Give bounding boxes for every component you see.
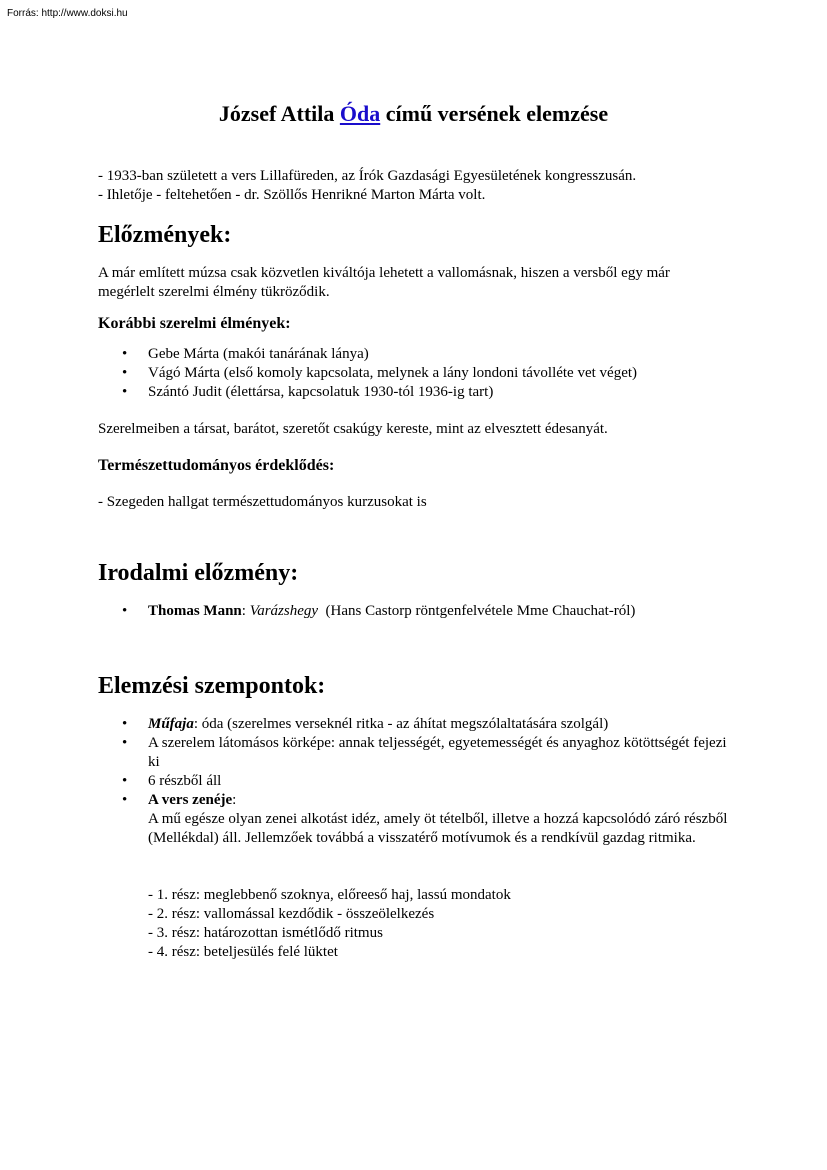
heading-termeszet: Természettudományos érdeklődés: — [98, 457, 335, 474]
korabbi-list — [98, 345, 728, 402]
list-item — [98, 772, 728, 791]
work-note: (Hans Castorp röntgenfelvétele Mme Chauchat-ról) — [318, 603, 636, 619]
title-pre: József Attila — [218, 101, 340, 126]
list-item — [98, 383, 728, 402]
music-text: A mű egésze olyan zenei alkotást idéz, amely öt tételből, illetve a hozzá kapcsolódó záró részből (Mellékdal) áll. Jellemzőek továbbá a visszatérő motívumok és a rendkívül gazdag ritmika. — [148, 811, 728, 846]
author: Thomas Mann — [148, 603, 242, 619]
bullet: • — [122, 603, 128, 619]
title-post: című versének elemzése — [380, 101, 609, 126]
list-item — [98, 791, 728, 848]
title-link[interactable]: Óda — [339, 101, 381, 126]
part-line: - 3. rész: határozottan ismétlődő ritmus — [148, 925, 383, 941]
music-colon: : — [232, 792, 237, 808]
part-line: - 2. rész: vallomással kezdődik - összeölelkezés — [148, 906, 435, 922]
work-title: Varázshegy — [249, 603, 319, 619]
elemzesi-list — [98, 715, 728, 848]
list-item — [98, 715, 728, 734]
korabbi-text: Szerelmeiben a társat, barátot, szeretőt csakúgy kereste, mint az elvesztett édesanyát. — [98, 421, 608, 437]
list-item-text: Szántó Judit (élettársa, kapcsolatuk 1930-tól 1936-ig tart) — [148, 384, 494, 400]
bullet: • — [122, 716, 128, 732]
heading-irodalmi: Irodalmi előzmény: — [98, 560, 299, 586]
music-label: A vers zenéje — [148, 792, 233, 808]
bullet: • — [122, 773, 128, 789]
irodalmi-list — [98, 602, 728, 621]
parts-list — [98, 886, 728, 962]
list-item-text: A szerelem látomásos körképe: annak teljességét, egyetemességét és anyaghoz kötöttségét fejezi ki — [148, 735, 727, 770]
list-item — [98, 364, 728, 383]
termeszet-text: - Szegeden hallgat természettudományos kurzusokat is — [98, 494, 427, 510]
page-title — [0, 100, 827, 128]
bullet: • — [122, 384, 128, 400]
bullet: • — [122, 792, 128, 808]
list-item-text: Gebe Márta (makói tanárának lánya) — [148, 346, 369, 362]
elozmenyek-text: A már említett múzsa csak közvetlen kiváltója lehetett a vallomásnak, hiszen a versből egy már megérlelt szerelmi élmény tükröződik. — [98, 265, 670, 300]
intro-line-1: - 1933-ban született a vers Lillafüreden, az Írók Gazdasági Egyesületének kongresszusán. — [98, 168, 637, 184]
list-item — [98, 345, 728, 364]
bullet: • — [122, 735, 128, 751]
document-body — [98, 167, 728, 962]
list-item — [98, 734, 728, 772]
part-line: - 4. rész: beteljesülés felé lüktet — [148, 944, 338, 960]
list-item-text: Vágó Márta (első komoly kapcsolata, melynek a lány londoni távolléte vet véget) — [148, 365, 638, 381]
separator: : — [241, 603, 250, 619]
intro-line-2: - Ihletője - feltehetően - dr. Szöllős Henrikné Marton Márta volt. — [98, 187, 486, 203]
list-item-text: 6 részből áll — [148, 773, 222, 789]
list-item — [98, 602, 728, 621]
part-line: - 1. rész: meglebbenő szoknya, előreeső haj, lassú mondatok — [148, 887, 511, 903]
bullet: • — [122, 346, 128, 362]
heading-elozmenyek: Előzmények: — [98, 222, 232, 248]
genre-text: : óda (szerelmes verseknél ritka - az áhítat megszólaltatására szolgál) — [193, 716, 609, 732]
bullet: • — [122, 365, 128, 381]
heading-korabbi: Korábbi szerelmi élmények: — [98, 315, 291, 332]
heading-elemzesi: Elemzési szempontok: — [98, 673, 326, 699]
genre-label: Műfaja — [148, 716, 194, 732]
source-label: Forrás: http://www.doksi.hu — [7, 8, 128, 19]
